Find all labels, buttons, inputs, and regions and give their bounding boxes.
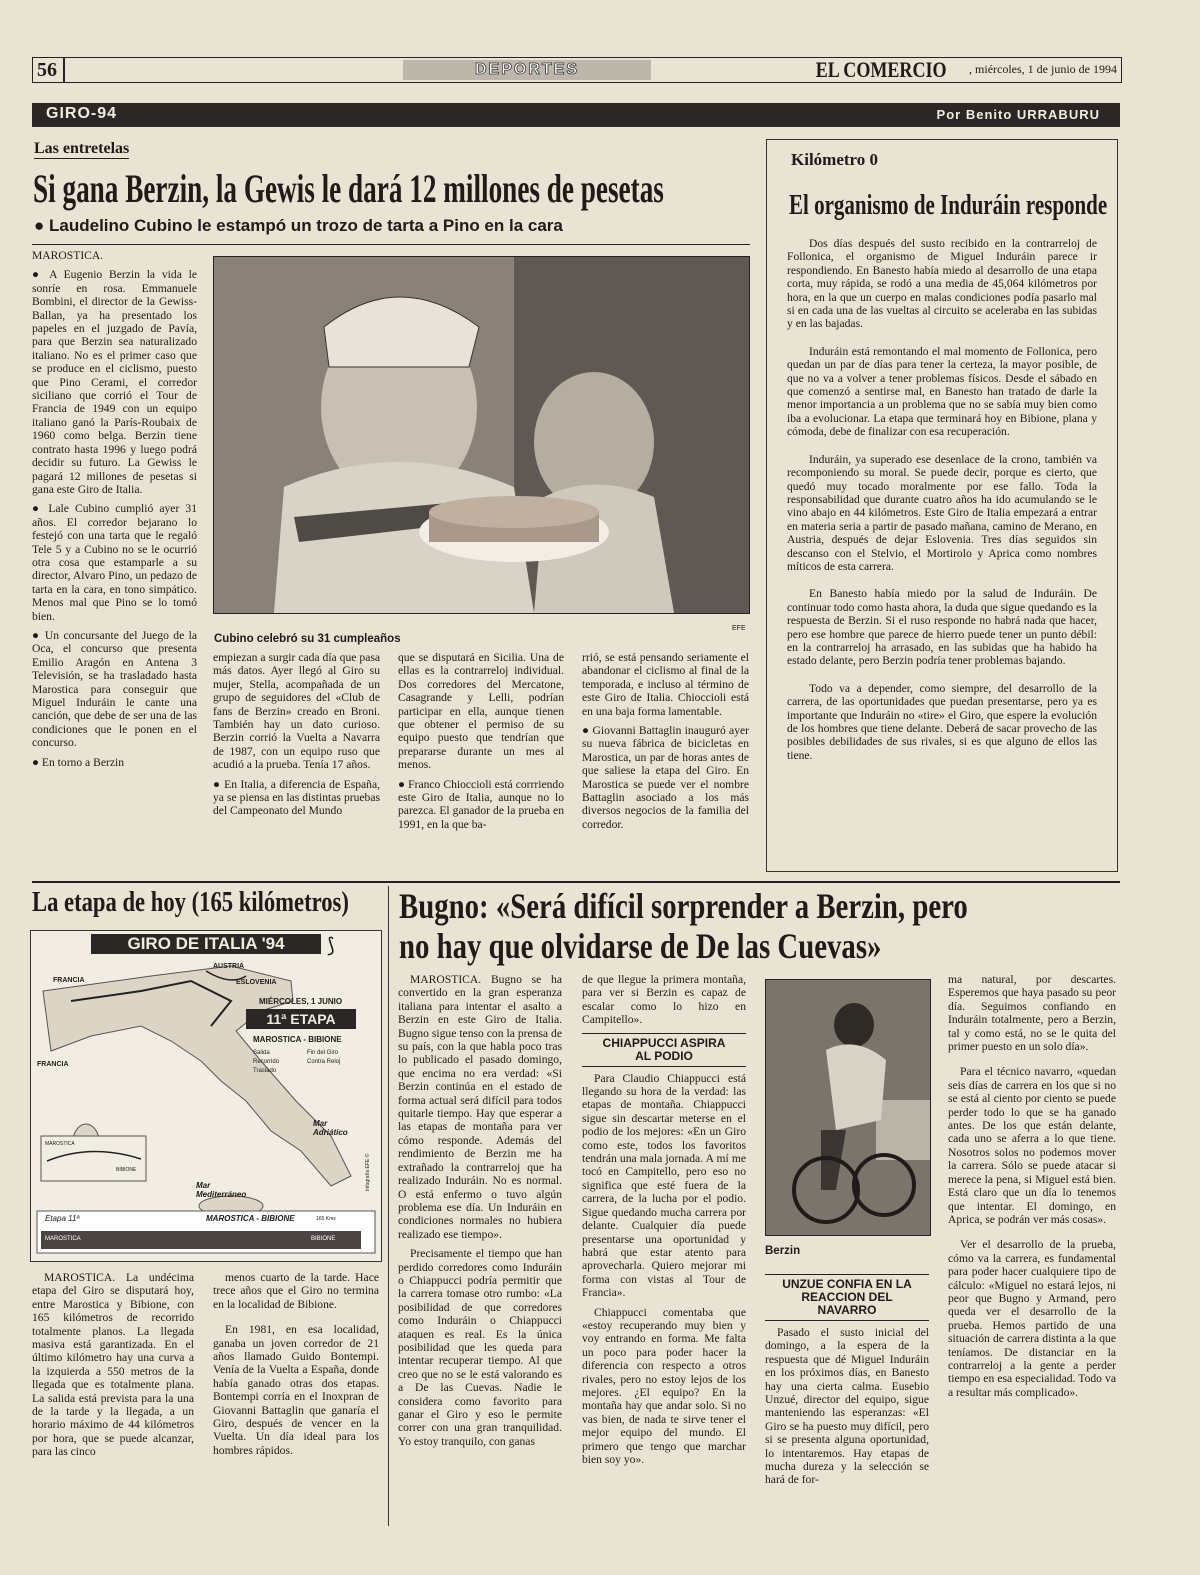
map-route: MAROSTICA - BIBIONE <box>253 1035 342 1044</box>
series-label: GIRO-94 <box>46 105 118 122</box>
stage-column-1 <box>32 1271 194 1521</box>
subhead-rule <box>765 1320 929 1321</box>
issue-date: , miércoles, 1 de junio de 1994 <box>969 62 1117 76</box>
legend-item: Fin del Giro <box>307 1050 339 1056</box>
subhead-rule <box>765 1274 929 1275</box>
paragraph: menos cuarto de la tarde. Hace trece años que el Giro no termina en la localidad de Bibione. <box>213 1271 379 1311</box>
sidebar-body <box>787 237 1097 862</box>
paragraph: Precisamente el tiempo que han perdido corredores como Induráin o Chiappucci podría permitir que la carrera tomase otro rumbo: «La posibilidad de que corredores como Induráin o Chiappucci ataquen es real. Es la única posibilidad que les queda para intentar recuperar tiempo. Al que creo que no se le está valorando es a De las Cuevas. Nadie le considera como favorito para ganar el Giro y eso le permite correr con una gran tranquilidad. Yo estoy tranquilo, con ganas <box>398 1247 562 1448</box>
paragraph: de que llegue la primera montaña, para ver si Berzin es capaz de escalar como lo hizo en Campitello». <box>582 973 746 1027</box>
dateline: MAROSTICA. <box>32 249 104 262</box>
paragraph: ● Franco Chioccioli está corrriendo este Giro de Italia, aunque no lo parezca. El ganador de la prueba en 1991, en la que ba- <box>398 778 564 832</box>
profile-route: MAROSTICA - BIBIONE <box>206 1214 295 1223</box>
paragraph: En Banesto había miedo por la salud de Induráin. De continuar todo como hasta ahora, la duda que sigue quedando es la respuesta de Berzin. Si el ruso responde no habrá nada que hacer, pero ese hombre que parece de hierro puede tener un punto débil: en la contrarreloj ha arrasado, en las subidas que ha habido ha estado delante, pero Berzin podría tener problemas bajando. <box>787 587 1097 668</box>
sidebar-box <box>766 139 1118 872</box>
paragraph: Ver el desarrollo de la prueba, cómo va la carrera, es fundamental para poder hacer cualquiere tipo de cálculo: «Miguel no estará lejos, ni peor que Bugno y Armand, pero queda ver el desarrollo de la prueba. Hemos partido de una situación de carrera distinta a la que teníamos. De distanciar en la contrarreloj a la gente a perder tiempo en esa especialidad. Todo va a resultar más complicado». <box>948 1238 1116 1399</box>
paragraph: Chiappucci comentaba que «estoy recuperando muy bien y voy entrando en forma. Me falta un poco para poder hacer la diferencia con respecto a otros rivales, pero no estoy lejos de los mejores. ¿El equipo? En la montaña hay que andar solo. Si no vas bien, de nada te sirve tener el mejor equipo del mundo. El primero que tengo que marchar bien soy yo». <box>582 1305 746 1466</box>
paragraph: Para Claudio Chiappucci está llegando su hora de la verdad: las etapas de montaña. Chiappucci sigue sin descartar meterse en el podio de los mejores: «En un Giro como este, todos los favoritos tendrán una mala jornada. A mí me tocó en Campitello, pero eso no significa que esté fuera de la carrera, de la lucha por el podio. Sigue quedando mucha carrera por delante. Cualquier día puede presentarse una oportunidad y habrá que estar atento para aprovecharla. Quiero mejorar mi forma con vistas al Tour de Francia». <box>582 1071 746 1300</box>
paragraph: MAROSTICA. Bugno se ha convertido en la gran esperanza italiana para intentar el asalto a Berzin en este Giro de Italia. Bugno sigue tenso con la prensa de su país, con la que habla poco tras lo publicado el pasado domingo, que encima no era verdad: «Si Berzin continúa en el estado de forma actual será difícil para todos quitarle tiempo. Hay que esperar a las etapas de montaña para ver cómo responde. Además del rendimiento de Berzin me ha extrañado la contrarreloj que ha realizado Induráin. No es normal. O está enfermo o tuvo algún problema ese día. Un Induráin en condiciones normales no hubiera realizado ese tiempo». <box>398 973 562 1241</box>
bugno-headline-line2: no hay que olvidarse de De las Cuevas» <box>399 926 882 966</box>
sidebar-kicker: Kilómetro 0 <box>791 150 879 169</box>
page-header-bar <box>32 57 1122 83</box>
paragraph: ● A Eugenio Berzin la vida le sonríe en rosa. Emmanuele Bombini, el director de la Gewiss-Ballan, ya ha presentado los papeles en el juzgado de Pavía, para que Berzin sea naturalizado italiano. No es el primer caso que se produce en el ciclismo, puesto que Pino Cerami, el corredor siciliano que corrió el Tour de Francia de 1949 con un equipo italiano ganó la París-Roubaix de 1960 como belga. Berzin tiene contrato hasta 1996 y luego podrá decidir su futuro. La Gewiss le pagará 12 millones de pesetas si gana este Giro de Italia. <box>32 268 197 496</box>
column-rule <box>388 886 389 1526</box>
rule <box>32 244 750 245</box>
map-country-label: FRANCIA <box>53 977 85 984</box>
photo-berzin <box>765 979 931 1236</box>
lead-column-1 <box>32 249 197 874</box>
paragraph: ● Lale Cubino cumplió ayer 31 años. El corredor bejarano lo festejó con una tarta que le regaló Tele 5 y a Cubino no se le ocurrió otra cosa que estamparle a su director, Alvaro Pino, un pedazo de tarta en la cara, en tono simpático. Menos mal que Pino se lo tomó bien. <box>32 502 197 623</box>
map-title: GIRO DE ITALIA '94 <box>91 934 321 954</box>
bugno-column-2 <box>582 973 746 1523</box>
photo-credit: EFE <box>732 625 746 632</box>
lead-column-3 <box>398 651 564 876</box>
cyclist-cake-photo <box>214 257 749 613</box>
profile-end: BIBIONE <box>311 1236 336 1242</box>
lead-kicker: Las entretelas <box>34 140 130 157</box>
bullet-icon: ● <box>34 216 45 235</box>
stage-headline: La etapa de hoy (165 kilómetros) <box>32 886 349 918</box>
berzin-cycling-photo <box>766 980 930 1235</box>
series-bar <box>32 103 1120 127</box>
paragraph: Todo va a depender, como siempre, del desarrollo de la carrera, de las oportunidades que puedan presentarse, pero ya es importante que Induráin no «tire» el Giro, que espere la evolución de los hombres que tiene delante. Deberá de sacar provecho de las posibles debilidades de sus rivales, si es que alguno de ellos las tiene. <box>787 681 1097 762</box>
paragraph: En 1981, en esa localidad, ganaba un joven corredor de 21 años llamado Guido Bontempi. Venía de la Vuelta a España, donde había ganado otras dos etapas. Bontempi corría en el Inoxpran de Giovanni Battaglin que ganaría el Giro, después de vencer en la Vuelta. Un día ideal para los hombres rápidos. <box>213 1323 379 1457</box>
sea-label: Mar Adriático <box>313 1119 348 1137</box>
profile-start: MAROSTICA <box>45 1236 81 1242</box>
bugno-column-1 <box>398 973 562 1523</box>
paragraph: ● Giovanni Battaglin inauguró ayer su nueva fábrica de bicicletas en Marostica, un par de horas antes de que saliese la etapa del Giro. En Marostica se puede ver el nombre Battaglin asociado a los más diversos negocios de la familia del corredor. <box>582 724 749 831</box>
map-country-label: AUSTRIA <box>213 963 245 970</box>
paragraph: MAROSTICA. La undécima etapa del Giro se disputará hoy, entre Marostica y Bibione, con 165 kilómetros de recorrido totalmente planos. La llegada masiva está garantizada. En el último kilómetro hay una curva a la izquierda a 550 metros de la llegada que es totalmente plana. La salida está prevista para la una de la tarde y la llegada, a un horario máximo de 44 kilómetros por hora, que se puede alcanzar, para las cinco <box>32 1271 194 1459</box>
photo-caption: Cubino celebró su 31 cumpleaños <box>214 633 401 645</box>
legend-item: Contra Reloj <box>307 1059 341 1065</box>
subhead-rule <box>582 1033 746 1034</box>
subhead-rule <box>582 1066 746 1067</box>
lead-subhead-text: Laudelino Cubino le estampó un trozo de tarta a Pino en la cara <box>49 216 563 235</box>
map-legend <box>253 1049 373 1076</box>
paragraph: ● En torno a Berzin <box>32 756 197 769</box>
lead-column-4 <box>582 651 749 876</box>
lead-column-2 <box>213 651 380 876</box>
page-number: 56 <box>37 59 57 81</box>
map-country-label: FRANCIA <box>37 1061 69 1068</box>
legend-item: Recorrido <box>253 1059 280 1065</box>
stage-map <box>30 930 382 1262</box>
section-rule <box>32 881 1120 883</box>
lead-headline: Si gana Berzin, la Gewis le dará 12 millones de pesetas <box>33 166 664 211</box>
lead-subhead <box>34 216 563 236</box>
masthead: EL COMERCIO <box>816 57 947 82</box>
paragraph: rrió, se está pensando seriamente el abandonar el ciclismo al final de la temporada, e incluso al término de este Giro de Italia. Chioccioli está en una baja forma lamentable. <box>582 651 749 718</box>
inset-end: BIBIONE <box>116 1167 137 1173</box>
map-day: MIÉRCOLES, 1 JUNIO <box>259 997 343 1006</box>
sea-label: Mar Mediterráneo <box>196 1181 247 1199</box>
bugno-headline-line1: Bugno: «Será difícil sorprender a Berzin, pero <box>399 886 968 926</box>
paragraph: empiezan a surgir cada día que pasa más datos. Ayer llegó al Giro su mujer, Stella, acompañada de un grupo de seguidores del «Club de fans de Berzin» creado en Broni. También hay un dato curioso. Berzin corrió la Vuelta a Navarra de 1987, con un equipo ruso que acudió a la prueba. Tenía 17 años. <box>213 651 380 772</box>
paragraph: ● En Italia, a diferencia de España, ya se piensa en las distintas pruebas del Campeonato del Mundo <box>213 778 380 818</box>
paragraph: Induráin está remontando el mal momento de Follonica, pero quedan un par de días para tener la certeza, la mayor posible, de que no va a volver a tener problemas físicos. Desde el sábado en que comenzó a sentirse mal, en Banesto han tratado de darle la menor importancia a un problema que no se sabía muy bien como iba a evolucionar. La etapa que terminará hoy en Bibione, plana y cómoda, debe de finalizar con esa recuperación. <box>787 344 1097 439</box>
profile-km: 165 Kms <box>316 1216 336 1222</box>
subhead-chiappucci: CHIAPPUCCI ASPIRA AL PODIO <box>602 1035 726 1063</box>
byline: Por Benito URRABURU <box>936 107 1100 122</box>
sidebar-headline: El organismo de Induráin responde <box>789 190 1108 221</box>
bugno-column-3 <box>765 1271 929 1523</box>
profile-label: Etapa 11ª <box>45 1214 80 1223</box>
paragraph: ● Un concursante del Juego de la Oca, el concurso que presenta Emilio Aragón en Antena 3 Televisión, se ha trasladado hasta Marostica para conseguir que Miguel Induráin le cante una canción, que debe de ser una de las condiciones que le ponen en el concurso. <box>32 629 197 750</box>
paragraph: Induráin, ya superado ese desenlace de la crono, también va recomponiendo su moral. Se puede decir, porque es cierto, que quedó muy tocado moralmente por ese fallo. Toda la responsabilidad que durante cuatro años ha ido acumulando se le vino abajo en 44 kilómetros. Este Giro de Italia empezará a entrar en materia seria a partir de pasado mañana, camino de Merano, en Austria, después de dejar Eslovenia. Tres días seguidos sin descanso con el Stelvio, el Mortirolo y Aprica como nombres míticos de esta carrera. <box>787 452 1097 573</box>
photo-caption-berzin: Berzin <box>765 1245 801 1257</box>
paragraph: Pasado el susto inicial del domingo, a la espera de la respuesta que dé Miguel Induráin en los próximos días, en Banesto hay una cierta calma. Eusebio Unzué, director del equipo, sigue manteniendo las esperanzas: «El Giro se ha puesto muy difícil, pero si se presenta alguna oportunidad, lo intentaremos. Hay etapas de mucha dureza y la selección se hará de for- <box>765 1326 929 1487</box>
photo-cubino <box>213 256 750 614</box>
bugno-column-4 <box>948 973 1116 1523</box>
map-credit: Infografía EFE © <box>365 1153 371 1191</box>
subhead-unzue: UNZUE CONFIA EN LA REACCION DEL NAVARRO <box>782 1277 912 1317</box>
paragraph: Para el técnico navarro, «quedan seis días de carrera en los que si no se está al ciento por ciento se puede perder todo lo que se ha ganado antes. De los que están delante, cada uno se aferra a lo que tiene. Nosotros solos no podemos mover la carrera. Sólo se puede atacar si merece la pena, si Miguel está bien. Está claro que un día lo tenemos que intentar. El domingo, en Aprica, se podrán ver más cosas». <box>948 1065 1116 1226</box>
paragraph: ma natural, por descartes. Esperemos que haya pasado su peor día. Seguimos confiando en Induráin totalmente, pero a Berzin, tal y como está, no se le quita del primer puesto en un solo día». <box>948 973 1116 1054</box>
legend-item: Traslado <box>253 1068 277 1074</box>
divider <box>63 58 65 82</box>
bicycle-icon: ⟆ <box>327 933 335 957</box>
section-label: DEPORTES <box>403 60 651 80</box>
paragraph: que se disputará en Sicilia. Una de ellas es la contrarreloj individual. Dos corredores del Mercatone, Casagrande y Lelli, podrían participar en ella, aunque tienen que obtener el permiso de su equipo puesto que tendrían que prepararse durante un mes al menos. <box>398 651 564 772</box>
paragraph: Dos días después del susto recibido en la contrarreloj de Follonica, el organismo de Miguel Induráin parece ir respondiendo. En Banesto había miedo al desarrollo de una etapa corta, muy rápida, se rodó a una media de 45,064 kilómetros por hora, en la que un cuerpo en malas condiciones podía pasarlo mal si en cada una de las vueltas al circuito se aceleraba en las subidas y en las bajadas. <box>787 237 1097 331</box>
map-etapa: 11ª ETAPA <box>246 1009 356 1029</box>
legend-item: Salida <box>253 1050 270 1056</box>
inset-start: MAROSTICA <box>45 1141 75 1147</box>
stage-column-2 <box>213 1271 379 1521</box>
map-country-label: ESLOVENIA <box>236 979 277 986</box>
